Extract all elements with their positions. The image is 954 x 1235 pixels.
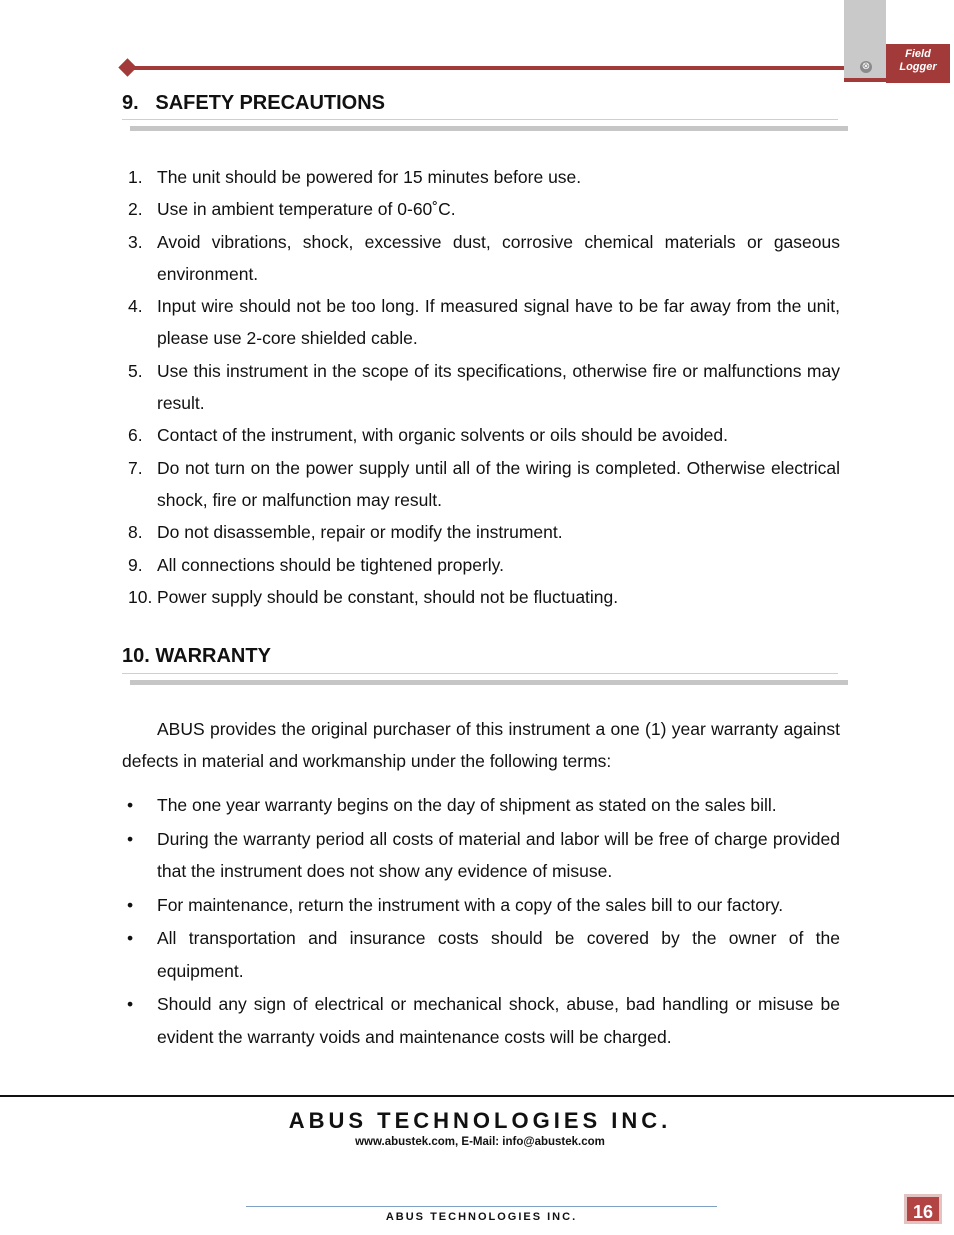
list-number: 8. bbox=[128, 522, 143, 543]
warranty-intro: ABUS provides the original purchaser of this instrument a one (1) year warranty against defects in material and workmanship under the following terms: bbox=[122, 719, 840, 771]
footer-blue-rule bbox=[246, 1206, 717, 1207]
list-item bbox=[122, 889, 840, 922]
list-text: For maintenance, return the instrument with a copy of the sales bill to our factory. bbox=[157, 894, 784, 915]
section9-heading: 9. SAFETY PRECAUTIONS bbox=[122, 92, 386, 114]
list-number: 5. bbox=[128, 360, 143, 381]
list-text: The one year warranty begins on the day of shipment as stated on the sales bill. bbox=[157, 795, 777, 815]
section10-thin-rule bbox=[122, 673, 838, 674]
footer-company-name: ABUS TECHNOLOGIES INC. bbox=[288, 1108, 672, 1133]
list-item bbox=[122, 419, 840, 451]
list-text: Avoid vibrations, shock, excessive dust, corrosive chemical materials or gaseous environment. bbox=[157, 231, 840, 284]
list-item bbox=[122, 355, 840, 420]
close-circle-icon: ⊗ bbox=[861, 61, 871, 72]
list-text: Should any sign of electrical or mechanical shock, abuse, bad handling or misuse be evident the warranty voids and maintenance costs will be charged. bbox=[157, 994, 840, 1047]
header-rule bbox=[128, 66, 844, 70]
header-diamond-icon bbox=[118, 58, 136, 76]
list-item bbox=[122, 988, 840, 1053]
section10-heading: 10. WARRANTY bbox=[122, 645, 271, 667]
list-item bbox=[122, 161, 840, 193]
list-number: 4. bbox=[128, 296, 143, 317]
footer-company-small: ABUS TECHNOLOGIES INC. bbox=[385, 1211, 578, 1223]
bullet-icon: • bbox=[127, 994, 134, 1014]
list-text: Use in ambient temperature of 0-60˚C. bbox=[157, 199, 456, 220]
section9-thin-rule bbox=[122, 119, 838, 120]
section9-thick-rule bbox=[130, 126, 848, 131]
list-item bbox=[122, 193, 840, 225]
list-number: 3. bbox=[128, 231, 143, 252]
list-number: 6. bbox=[128, 425, 143, 446]
safety-list bbox=[122, 161, 840, 613]
list-text: Contact of the instrument, with organic solvents or oils should be avoided. bbox=[157, 425, 729, 446]
list-text: Do not turn on the power supply until all of the wiring is completed. Otherwise electrical shock, fire or malfunction may result. bbox=[157, 457, 840, 510]
list-item bbox=[122, 823, 840, 888]
list-item bbox=[122, 226, 840, 291]
list-number: 1. bbox=[128, 167, 143, 187]
list-text: During the warranty period all costs of material and labor will be free of charge provided that the instrument does not show any evidence of misuse. bbox=[157, 828, 840, 881]
header-rule-extension bbox=[844, 78, 950, 82]
list-item bbox=[122, 922, 840, 987]
section10-thick-rule bbox=[130, 680, 848, 685]
list-item bbox=[122, 290, 840, 355]
list-number: 9. bbox=[128, 554, 143, 575]
footer-contact: www.abustek.com, E-Mail: info@abustek.com bbox=[355, 1136, 605, 1148]
bullet-icon: • bbox=[127, 894, 134, 915]
bullet-icon: • bbox=[127, 795, 134, 815]
bullet-icon: • bbox=[127, 928, 134, 948]
footer-rule bbox=[0, 1095, 954, 1097]
list-text: Input wire should not be too long. If measured signal have to be far away from the unit, please use 2-core shielded cable. bbox=[157, 296, 840, 349]
list-item bbox=[122, 516, 840, 548]
list-item bbox=[122, 581, 840, 613]
list-text: Use this instrument in the scope of its specifications, otherwise fire or malfunctions may result. bbox=[157, 360, 840, 414]
list-item bbox=[122, 549, 840, 581]
page-number-badge: 16 bbox=[904, 1194, 942, 1224]
list-text: All connections should be tightened properly. bbox=[157, 554, 504, 575]
list-number: 7. bbox=[128, 457, 143, 478]
header-tab-line2: Logger bbox=[899, 61, 937, 73]
list-number: 2. bbox=[128, 199, 143, 220]
bullet-icon: • bbox=[127, 828, 134, 849]
warranty-terms-list bbox=[122, 789, 840, 1054]
list-text: Do not disassemble, repair or modify the instrument. bbox=[157, 522, 563, 543]
list-number: 10. bbox=[128, 586, 153, 607]
list-text: All transportation and insurance costs should be covered by the owner of the equipment. bbox=[157, 928, 840, 981]
list-text: The unit should be powered for 15 minutes before use. bbox=[157, 167, 582, 187]
list-text: Power supply should be constant, should not be fluctuating. bbox=[157, 586, 619, 607]
header-tab-line1: Field bbox=[905, 48, 931, 60]
list-item bbox=[122, 789, 840, 822]
list-item bbox=[122, 452, 840, 517]
